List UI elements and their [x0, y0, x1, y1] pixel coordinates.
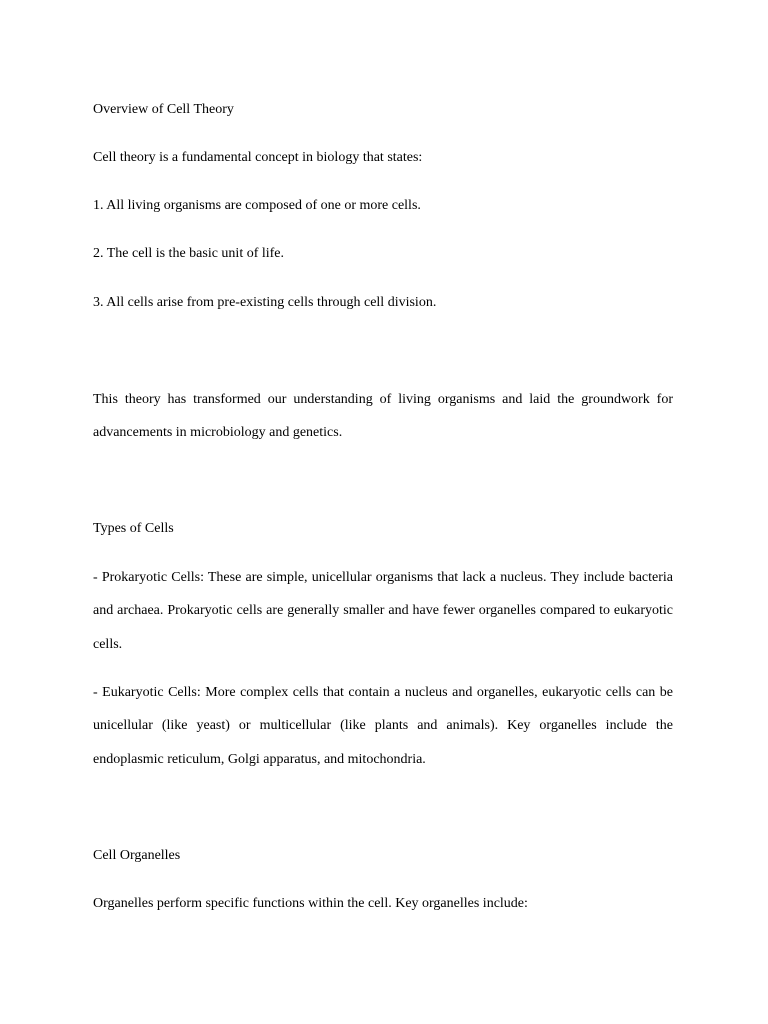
principle-item-2: 2. The cell is the basic unit of life.: [93, 246, 285, 261]
organelles-intro-paragraph: Organelles perform specific functions within the cell. Key organelles include:: [93, 896, 528, 911]
intro-paragraph: Cell theory is a fundamental concept in biology that states:: [93, 150, 423, 165]
principle-item-3: 3. All cells arise from pre-existing cells through cell division.: [93, 295, 437, 310]
section-heading-organelles: Cell Organelles: [93, 848, 181, 863]
theory-impact-paragraph: This theory has transformed our understanding of living organisms and laid the groundwork for advancements in microbiology and genetics.: [93, 392, 673, 441]
section-heading-overview: Overview of Cell Theory: [93, 102, 234, 117]
prokaryotic-paragraph: - Prokaryotic Cells: These are simple, unicellular organisms that lack a nucleus. They include bacteria and archaea. Prokaryotic cells are generally smaller and have fewer organelles compared to eukaryotic cells.: [93, 570, 673, 652]
eukaryotic-paragraph: - Eukaryotic Cells: More complex cells that contain a nucleus and organelles, eukaryotic cells can be unicellular (like yeast) or multicellular (like plants and animals). Key organelles include the endoplasmic reticulum, Golgi apparatus, and mitochondria.: [93, 685, 673, 767]
principle-item-1: 1. All living organisms are composed of one or more cells.: [93, 198, 421, 213]
section-heading-types: Types of Cells: [93, 521, 174, 536]
